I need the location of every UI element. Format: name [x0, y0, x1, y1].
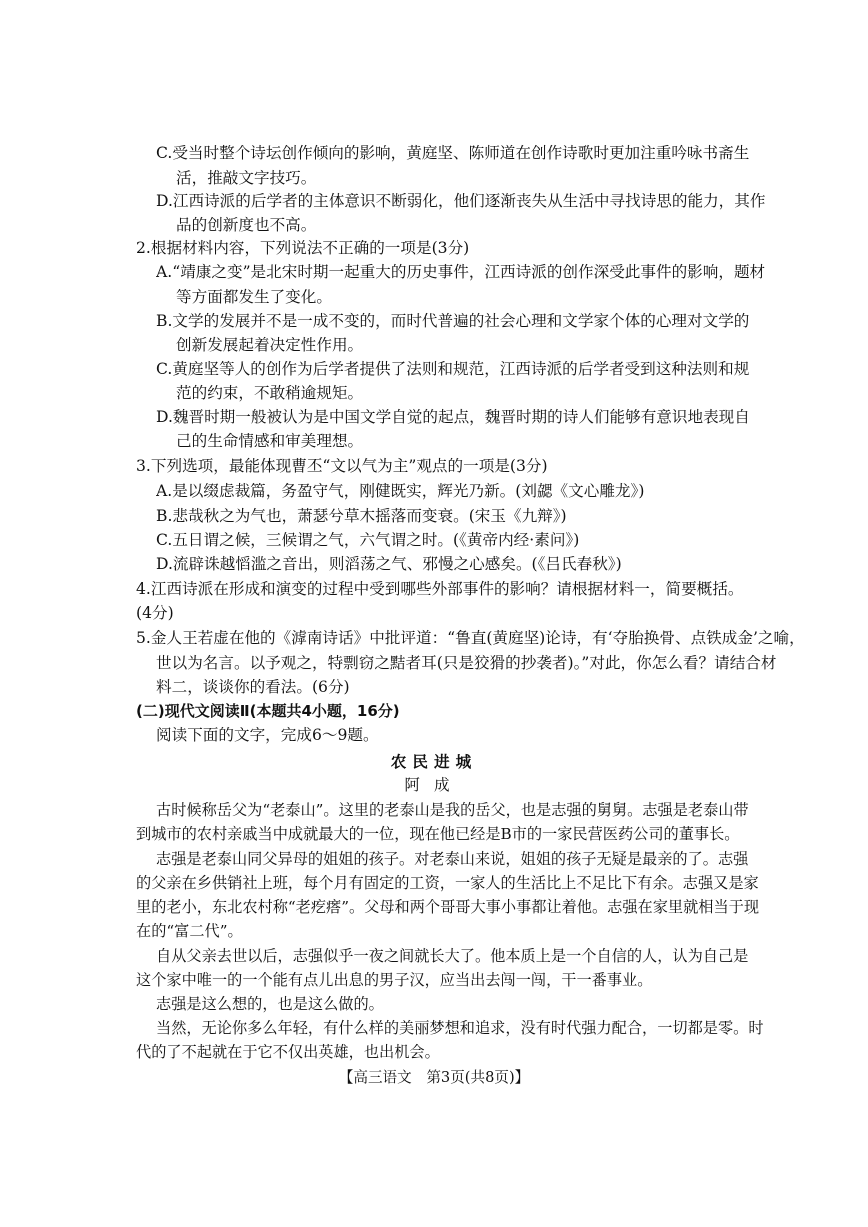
q2-stem: 2.根据材料内容，下列说法不正确的一项是(3分)	[136, 239, 470, 257]
q1-option-d-line2: 品的创新度也不高。	[176, 216, 317, 234]
q3-option-d: D.流辟诛越慆滥之音出，则滔荡之气、邪慢之心感矣。(《吕氏春秋》)	[156, 555, 622, 573]
story-p5-line2: 代的了不起就在于它不仅出英雄，也出机会。	[136, 1043, 440, 1061]
story-p3-line2: 这个家中唯一的一个能有点儿出息的男子汉，应当出去闯一闯，干一番事业。	[136, 971, 653, 989]
q3-stem: 3.下列选项，最能体现曹丕“文以气为主”观点的一项是(3分)	[136, 457, 548, 475]
story-p2-line3: 里的老小，东北农村称“老疙瘩”。父母和两个哥哥大事小事都让着他。志强在家里就相当于现	[136, 898, 760, 916]
section-instruction: 阅读下面的文字，完成6～9题。	[156, 726, 379, 744]
q3-option-c: C.五日谓之候，三候谓之气，六气谓之时。(《黄帝内经·素问》)	[156, 531, 580, 549]
q3-option-b: B.悲哉秋之为气也，萧瑟兮草木摇落而变衰。(宋玉《九辩》)	[156, 507, 567, 525]
story-p1-line1: 古时候称岳父为“老泰山”。这里的老泰山是我的岳父，也是志强的舅舅。志强是老泰山带	[156, 801, 749, 819]
q2-option-c-line2: 范的约束，不敢稍逾规矩。	[176, 384, 364, 402]
story-author: 阿成	[404, 776, 464, 794]
story-p1-line2: 到城市的农村亲戚当中成就最大的一位，现在他已经是B市的一家民营医药公司的董事长。	[136, 825, 740, 843]
section-heading: (二)现代文阅读Ⅱ(本题共4小题，16分)	[136, 702, 400, 720]
q5-stem-line1: 5.金人王若虚在他的《滹南诗话》中批评道：“鲁直(黄庭坚)论诗，有‘夺胎换骨、点铁成金’之喻，	[136, 629, 805, 647]
q2-option-b-line1: B.文学的发展并不是一成不变的，而时代普遍的社会心理和文学家个体的心理对文学的	[156, 312, 750, 330]
q2-option-d-line1: D.魏晋时期一般被认为是中国文学自觉的起点，魏晋时期的诗人们能够有意识地表现自	[156, 408, 750, 426]
q4-stem-line1: 4.江西诗派在形成和演变的过程中受到哪些外部事件的影响？请根据材料一，简要概括。	[136, 580, 744, 598]
story-p2-line2: 的父亲在乡供销社上班，每个月有固定的工资，一家人的生活比上不足比下有余。志强又是家	[136, 874, 759, 892]
q1-option-c-line1: C.受当时整个诗坛创作倾向的影响，黄庭坚、陈师道在创作诗歌时更加注重吟咏书斋生	[156, 144, 750, 162]
story-p4-line1: 志强是这么想的，也是这么做的。	[156, 995, 384, 1013]
story-title: 农民进城	[390, 753, 478, 771]
page-footer: 【高三语文 第3页(共8页)】	[338, 1069, 530, 1086]
q1-option-c-line2: 活，推敲文字技巧。	[176, 169, 317, 187]
q2-option-c-line1: C.黄庭坚等人的创作为后学者提供了法则和规范，江西诗派的后学者受到这种法则和规	[156, 360, 750, 378]
story-p5-line1: 当然，无论你多么年轻，有什么样的美丽梦想和追求，没有时代强力配合，一切都是零。时	[156, 1019, 764, 1037]
q3-option-a: A.是以缀虑裁篇，务盈守气，刚健既实，辉光乃新。(刘勰《文心雕龙》)	[156, 482, 645, 500]
q2-option-d-line2: 己的生命情感和审美理想。	[176, 432, 364, 450]
story-p2-line1: 志强是老泰山同父异母的姐姐的孩子。对老泰山来说，姐姐的孩子无疑是最亲的了。志强	[156, 850, 749, 868]
q5-stem-line3: 料二，谈谈你的看法。(6分)	[156, 678, 350, 696]
q4-stem-line2: (4分)	[136, 604, 174, 622]
q5-stem-line2: 世以为名言。以予观之，特剽窃之黠者耳(只是狡猾的抄袭者)。”对此，你怎么看？请结合材	[156, 654, 777, 672]
story-p3-line1: 自从父亲去世以后，志强似乎一夜之间就长大了。他本质上是一个自信的人，认为自己是	[156, 947, 749, 965]
q2-option-a-line2: 等方面都发生了变化。	[176, 288, 332, 306]
q1-option-d-line1: D.江西诗派的后学者的主体意识不断弱化，他们逐渐丧失从生活中寻找诗思的能力，其作	[156, 192, 766, 210]
story-p2-line4: 在的“富二代”。	[136, 922, 243, 940]
q2-option-a-line1: A.“靖康之变”是北宋时期一起重大的历史事件，江西诗派的创作深受此事件的影响，题材	[156, 263, 766, 281]
q2-option-b-line2: 创新发展起着决定性作用。	[176, 336, 364, 354]
